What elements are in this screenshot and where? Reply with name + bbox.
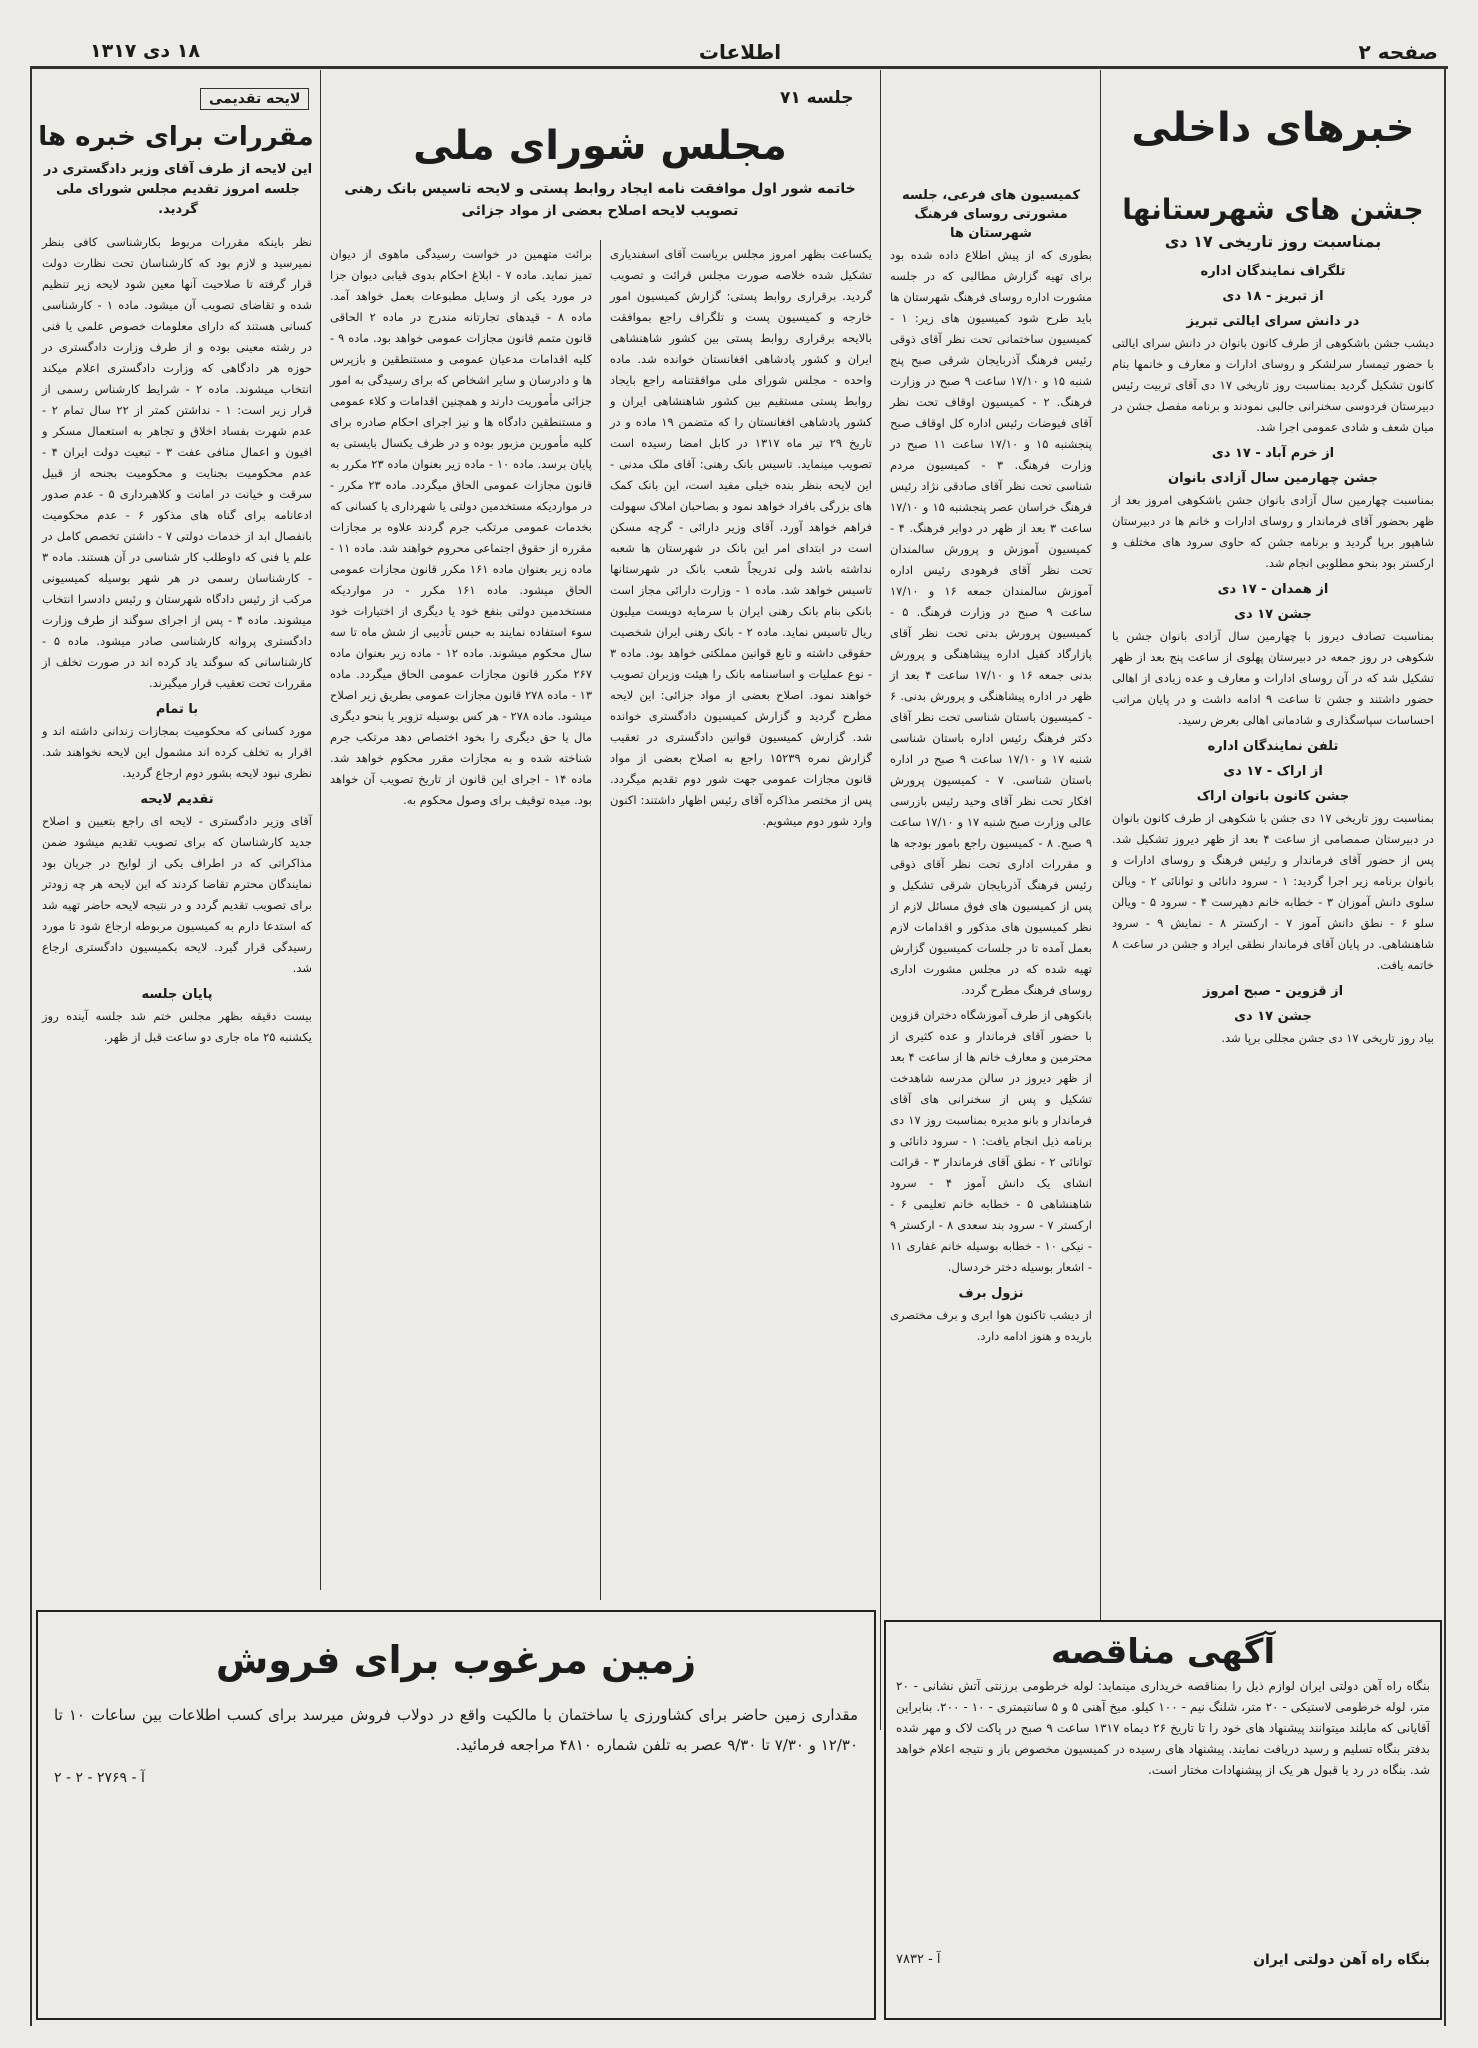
tender-signature: بنگاه راه آهن دولتی ایران [1253, 1952, 1430, 1968]
session-end-title: پایان جلسه [141, 987, 213, 1002]
khorramabad-text: بمناسبت چهارمین سال آزادی بانوان جشن باشکوهی امروز بعد از ظهر بحضور آقای فرماندار و روسای ادارات و خانم ها در دبیرستان شاهپور برپا گردید و برنامه جشن که حاوی سرود های مختلف و ارکستر بود بنحو مطلوبی انجام شد. [1112, 493, 1434, 570]
right-border [1444, 66, 1446, 2026]
bill-p2: مورد کسانی که محکومیت بمجازات زندانی داشته اند و اقرار به تخلف کرده اند مشمول این لایحه نخواهند شد. نظری نبود لایحه بشور دوم ارجاع گردید. [42, 724, 312, 780]
telegram-label: تلگراف نمایندگان اداره [1200, 264, 1346, 279]
tender-code: آ - ۷۸۳۲ [896, 1952, 941, 1967]
majlis-text-a: یکساعت بظهر امروز مجلس بریاست آقای اسفندیاری تشکیل شده خلاصه صورت مجلس قرائت و تصویب گردید. برقراری روابط پستی: گزارش کمیسیون امور خارجه و کمیسیون پست و تلگراف راجع بموافقت بالایحه برقراری روابط پستی بین کشور شاهنشاهی ایران و کشور پادشاهی افغانستان خوانده شد. ماده واحده - مجلس شورای ملی موافقتنامه راجع بایجاد روابط پستی مستقیم بین کشور شاهنشاهی ایران و کشور پادشاهی افغانستان را که متضمن ۱۹ ماده و در تاریخ ۲۹ تیر ماه ۱۳۱۷ در کابل امضا رسیده است تصویب مینماید. تاسیس بانک رهنی: آقای ملک مدنی - این لایحه بنظر بنده خیلی مفید است، این بانک کمک های بزرگی بافراد خواهد نمود و بصاحبان املاک سهولت فراهم خواهد آورد. آقای وزیر دارائی - گرچه مسکن است در ابتدای امر این بانک در شهرستان ها شعبه نداشته باشد ولی تدریجاً شعب بانک در شهرستانها تاسیس خواهد شد. ماده ۱ - وزارت دارائی مجاز است بانکی بنام بانک رهنی ایران با سرمایه دویست میلیون ریال تاسیس نماید. ماده ۲ - بانک رهنی ایران شخصیت حقوقی داشته و تابع قوانین مملکتی خواهد بود. ماده ۳ - نوع عملیات و اساسنامه بانک را هیئت وزیران تصویب خواهند نمود. اصلاح بعضی از مواد جزائی: این لایحه مطرح گردید و گزارش کمیسیون دادگستری خوانده شد. گزارش کمیسیون قوانین دادگستری در تعقیب گزارش نمره ۱۵۲۳۹ راجع به اصلاح بعضی از مواد قانون مجازات عمومی جهت شور دوم تقدیم میگردد. پس از مختصر مذاکره آقای رئیس اظهار داشتند: اکنون وارد شور دوم میشویم. [610, 247, 873, 828]
land-sale-text: مقداری زمین حاضر برای کشاورزی یا ساختمان با مالکیت واقع در دولاب فروش میرسد برای کسب اطلاعات بین ساعات ۱۰ تا ۱۲/۳۰ و ۷/۳۰ تا ۹/۳۰ عصر به تلفن شماره ۴۸۱۰ مراجعه فرمائید. [54, 1706, 858, 1754]
page-number: صفحه ۲ [1358, 40, 1438, 64]
newspaper-name: اطلاعات [698, 40, 782, 64]
qazvin-dateline: از قزوین - صبح امروز [1202, 984, 1344, 999]
bill-p3: آقای وزیر دادگستری - لایحه ای راجع بتعیین و اصلاح جدید کارشناسان که برای تصویب تقدیم میشود ضمن مذاکراتی که در اطراف یکی از لوایح در جریان بود نمایندگان محترم تقاضا کردند که این لایحه هر چه زودتر برای تصویب تقدیم گردد و در نتیجه لایحه حاضر تهیه شد که استدعا دارم به کمیسیون مربوطه ارجاع شود تا مورد رسیدگی قرار گیرد. لایحه بکمیسیون دادگستری ارجاع شد. [42, 814, 312, 975]
col-sep-3 [320, 70, 321, 1590]
land-sale-ad [36, 1610, 876, 2020]
tabriz-text: دیشب جشن باشکوهی از طرف کانون بانوان در دانش سرای ایالتی با حضور تیمسار سرلشکر و روسای ادارات و معارف و خانمها بنام کانون تشکیل گردید بمناسبت روز تاریخی ۱۷ دی آقای تربیت رئیس دبیرستان فردوسی سخنرانی جالبی نمودند و برنامه مفصل جشن در میان شعف و شادی عمومی اجرا شد. [1112, 336, 1434, 434]
col-sep-1 [1100, 70, 1101, 1620]
bill-intro: این لایحه از طرف آقای وزیر دادگستری در جلسه امروز تقدیم مجلس شورای ملی گردید. [43, 162, 313, 217]
arak-text: بمناسبت روز تاریخی ۱۷ دی جشن با شکوهی از طرف کانون بانوان در دبیرستان صمصامی از ساعت ۴ بعد از ظهر دیروز تشکیل شد. پس از حضور آقای فرماندار و رئیس فرهنگ و روسای ادارات و بانوان برنامه زیر اجرا گردید: ۱ - سرود دانائی و توانائی ۲ - ویالن سلوی دانش آموزان ۳ - خطابه خانم دهپرست ۴ - سرود ۵ - ویالن سلو ۶ - نطق دانش آموز ۷ - ارکستر ۸ - نمایش ۹ - سرود شاهنشاهی. در پایان آقای فرماندار نطقی ایراد و جشن در ساعت ۸ خاتمه یافت. [1112, 811, 1435, 972]
phone-label: تلفن نمایندگان اداره [1207, 739, 1339, 754]
session-number: جلسه ۷۱ [780, 88, 854, 108]
bill-text: نظر باینکه مقررات مربوط بکارشناسی کافی بنظر نمیرسید و لازم بود که کارشناسان تحت نظارت دولت قرار گرفته تا صلاحیت آنها معین شود لایحه زیر تنظیم شده و تقاضای تصویب آن میشود. ماده ۱ - کارشناسی کسانی هستند که دارای معلومات خصوص علمی یا فنی در رشته معینی بوده و از طرف وزارت دادگستری در حوزه هر دادگاهی که وزارت دادگستری اعلام میکند انتخاب میشوند. ماده ۲ - شرایط کارشناس رسمی از قرار زیر است: ۱ - نداشتن کمتر از ۲۲ سال تمام ۲ - عدم شهرت بفساد اخلاق و تجاهر به استعمال مسکر و افیون و اعمال منافی عفت ۳ - تبعیت دولت ایران ۴ - عدم محکومیت بجنایت و محکومیت بجنحه از قبیل سرقت و خیانت در امانت و کلاهبرداری ۵ - عدم صدور ادعانامه برای گناه های مذکور ۶ - عدم محکومیت بانفصال ابد از خدمات دولتی ۷ - داشتن تخصص کامل در علم یا فنی که داوطلب کار شناسی در آن هستند. ماده ۳ - کارشناسان رسمی در هر شهر بوسیله کمیسیونی مرکب از رئیس دادگاه شهرستان و رئیس دادسرا انتخاب میشوند. ماده ۴ - پس از اجرای سوگند از طرف وزارت دادگستری پروانه کارشناسی صادر میشود. ماده ۵ - کارشناسانی که سوگند یاد کرده اند در صورت تخلف از مقررات تحت تعقیب قرار میگیرند. [42, 235, 313, 690]
qazvin-title: جشن ۱۷ دی [1234, 1009, 1312, 1024]
majlis-heading: مجلس شورای ملی [413, 123, 787, 169]
tender-text: بنگاه راه آهن دولتی ایران لوازم ذیل را بمناقصه خریداری مینماید: لوله خرطومی برزنتی آتش نشانی - ۲۰ متر، لوله خرطومی لاستیکی - ۲۰ متر، شلنگ نیم - ۱۰۰ کیلو. میخ آهنی ۵ و ۵ سانتیمتری - ۱۰ - ۲۰۰. بنابراین آقایانی که مایلند میتوانند پیشنهاد های خود را تا تاریخ ۲۶ دیماه ۱۳۱۷ ساعت ۹ صبح در پاکت لاک و مهر شده بدفتر بنگاه تسلیم و رسید دریافت نمایند. پیشنهاد های رسیده در کمیسیون مخصوص باز و نتیجه اعلام خواهد شد. بنگاه در رد یا قبول هر یک از پیشنهادات مختار است. [896, 1679, 1430, 1777]
hamadan-title: جشن ۱۷ دی [1234, 607, 1312, 622]
bill-p3-title: تقدیم لایحه [140, 792, 214, 807]
commissions-text: بطوری که از پیش اطلاع داده شده بود برای تهیه گزارش مطالبی که در جلسه مشورت اداره روسای فرهنگ شهرستان ها باید طرح شود کمیسیون های زیر: ۱ - کمیسیون ساختمانی تحت نظر آقای ذوقی رئیس فرهنگ آذربایجان شرقی صبح پنج شنبه ۱۵ و ۱۷/۱۰ ساعت ۹ صبح در وزارت فرهنگ. ۲ - کمیسیون اوقاف تحت نظر آقای فیوضات رئیس اداره کل اوقاف صبح پنجشنبه ۱۵ و ۱۷/۱۰ ساعت ۱۱ صبح در وزارت فرهنگ. ۳ - کمیسیون مردم شناسی تحت نظر آقای صادقی نژاد رئیس فرهنگ خراسان عصر پنجشنبه ۱۵ و ۱۷/۱۰ ساعت ۳ بعد از ظهر در دوایر فرهنگ. ۴ - کمیسیون آموزش و پرورش سالمندان تحت نظر آقای فرهودی رئیس اداره آموزش سالمندان جمعه ۱۶ و ۱۷/۱۰ ساعت ۹ صبح در وزارت فرهنگ. ۵ - کمیسیون پرورش بدنی تحت نظر آقای پازارگاد کفیل اداره پیشاهنگی و پرورش بدنی جمعه ۱۶ و ۱۷/۱۰ ساعت ۴ بعد از ظهر در اداره پیشاهنگی و پرورش بدنی. ۶ - کمیسیون باستان شناسی تحت نظر آقای دکتر فرهنگ رئیس اداره باستان شناسی شنبه ۱۷ و ۱۷/۱۰ ساعت ۹ صبح در اداره باستان شناسی. ۷ - کمیسیون پرورش افکار تحت نظر آقای وحید رئیس بازرسی عالی وزارت صبح شنبه ۱۷ و ۱۷/۱۰ ساعت ۹ صبح. ۸ - کمیسیون راجع بامور بودجه ها و مقررات اداری تحت نظر آقای ذوقی رئیس فرهنگ آذربایجان شرقی تشکیل و پس از کمیسیون های فوق مسائل لازم از نظر کمیسیون های مذکور و اقدامات لازم بعمل آمده تا در جلسات کمیسیون گزارش تهیه شده که در مجلس مشورت اداری روسای فرهنگ مطرح گردد. [890, 248, 1093, 997]
tabriz-title: در دانش سرای ایالتی تبریز [1186, 314, 1360, 329]
qazvin-school-text: بانکوهی از طرف آموزشگاه دختران قزوین با حضور آقای فرماندار و عده کثیری از محترمین و معارف خانم ها از ساعت ۴ بعد از ظهر دیروز در سالن مدرسه شاهدخت تشکیل و پس از سخنرانی های آقای فرماندار و بانو مدیره بمناسبت روز ۱۷ دی برنامه ذیل انجام یافت: ۱ - سرود دانائی و توانائی ۲ - نطق آقای فرماندار ۳ - قرائت انشای یک دانش آموز ۴ - سرود شاهنشاهی ۵ - خطابه خانم تعلیمی ۶ - ارکستر ۷ - سرود بند سعدی ۸ - ارکستر ۹ - نیکی ۱۰ - خطابه بوسیله خانم غفاری ۱۱ - اشعار بوسیله دختر خردسال. [890, 1008, 1093, 1274]
bill-title: مقررات برای خبره ها [38, 122, 314, 152]
city-celebrations-heading: جشن های شهرستانها [1122, 193, 1424, 226]
majlis-column-a [604, 244, 878, 1604]
col-sep-2 [880, 70, 881, 1730]
snow-text: از دیشب تاکنون هوا ابری و برف مختصری باریده و هنوز ادامه دارد. [890, 1308, 1092, 1343]
hamadan-text: بمناسبت تصادف دیروز با چهارمین سال آزادی بانوان جشن با شکوهی در روز جمعه در دبیرستان پهلوی از ساعت پنج بعد از ظهر تشکیل شد که در آن روسای ادارات و معارف و عده زیادی از اهالی حضور داشتند و جشن تا ساعت ۹ ادامه داشت و در پایان مراتب احساسات سپاسگذاری و شادمانی اهالی بعرض رسید. [1112, 629, 1434, 727]
khorramabad-dateline: از خرم آباد - ۱۷ دی [1211, 446, 1335, 461]
hamadan-dateline: از همدان - ۱۷ دی [1217, 582, 1329, 597]
majlis-text-b: برائت متهمین در خواست رسیدگی ماهوی از دیوان تمیز نماید. ماده ۷ - ابلاغ احکام بدوی قیابی دیوان جزا در مورد یکی از وسایل مطبوعات بعمل خواهد آمد. ماده ۸ - قیدهای تجارتانه مندرج در ماده ۲ الحاقی قانون متمم قانون مجازات عمومی خواهد بود. ماده ۹ - کلیه اقدامات مدعیان عمومی و مستنطقین و بازپرس ها و دادرسان و سایر اشخاص که برای رسیدگی به امور جزائی مأموریت دارند و همچنین اقدامات و کلاء عمومی و مستنطقین دادگاه ها و نیز اجرای احکام صادره برای کلیه مأمورین مزبور بوده و در ظرف یکسال بایستی به پایان برسد. ماده ۱۰ - ماده زیر بعنوان ماده ۲۳ مکرر به قانون مجازات عمومی الحاق میگردد. ماده ۲۳ مکرر - در مواردیکه مستخدمین دولتی یا شهرداری یا کسانی که بخدمات عمومی مرتکب جرم گردند علاوه بر مجازات مقرره از حقوق اجتماعی محروم خواهند شد. ماده ۱۱ - ماده زیر بعنوان ماده ۱۶۱ مکرر قانون مجازات عمومی الحاق میشود. ماده ۱۶۱ مکرر - در مواردیکه مستخدمین دولتی بنفع خود یا دیگری از اختیارات خود سوء استفاده نمایند به حبس تأدیبی از شش ماه تا سه سال محکوم میشوند. ماده ۱۲ - ماده زیر بعنوان ماده ۲۶۷ مکرر قانون مجازات عمومی الحاق میگردد. ماده ۱۳ - ماده ۲۷۸ قانون مجازات عمومی بطریق زیر اصلاح میشود. ماده ۲۷۸ - هر کس بوسیله تزویر یا بنحو دیگری مال یا حق دیگری را بخود اختصاص دهد مرتکب جرم شناخته شده و به مجازات مقرر محکوم خواهد شد. ماده ۱۴ - اجرای این قانون از تاریخ تصویب آن خواهد بود. میده توقیف برای وصول محکوم به. [330, 247, 593, 807]
local-news-heading: خبرهای داخلی [1131, 105, 1415, 151]
land-sale-code: آ - ۲۷۶۹ - ۲ - ۲ [54, 1770, 145, 1786]
arak-dateline: از اراک - ۱۷ دی [1223, 764, 1323, 779]
commissions-title: کمیسیون های فرعی، جلسه مشورتی روسای فرهنگ شهرستان ها [901, 188, 1081, 241]
bill-tag: لایحه تقدیمی [200, 88, 309, 110]
arak-title: جشن کانون بانوان اراک [1196, 789, 1350, 804]
local-news-column [884, 180, 1098, 1610]
tabriz-dateline: از تبریز - ۱۸ دی [1222, 289, 1324, 304]
qazvin-text: بیاد روز تاریخی ۱۷ دی جشن مجللی برپا شد. [1221, 1031, 1434, 1045]
left-border [30, 66, 32, 2026]
khorramabad-title: جشن چهارمین سال آزادی بانوان [1167, 471, 1379, 486]
session-end-text: بیست دقیقه بظهر مجلس ختم شد جلسه آینده روز یکشنبه ۲۵ ماه جاری دو ساعت قبل از ظهر. [42, 1009, 312, 1044]
col-sep-4 [600, 240, 601, 1600]
bill-column [36, 232, 318, 1602]
tender-ad [884, 1620, 1442, 2020]
snow-title: نزول برف [958, 1286, 1024, 1301]
majlis-subtitle: خاتمه شور اول موافقت نامه ایجاد روابط پستی و لایحه تاسیس بانک رهنی تصویب لایحه اصلاح بعضی از مواد جزائی [344, 181, 856, 219]
city-celebrations-subhead: بمناسبت روز تاریخی ۱۷ دی [1164, 232, 1382, 251]
majlis-column-b [324, 244, 598, 1584]
city-celebrations-column [1106, 256, 1440, 1616]
bill-end-mark: با تمام [155, 702, 199, 717]
land-sale-title: زمین مرغوب برای فروش [215, 1638, 697, 1682]
top-rule [30, 66, 1448, 69]
issue-date: ۱۸ دی ۱۳۱۷ [90, 40, 200, 62]
tender-title: آگهی مناقصه [1050, 1632, 1276, 1672]
